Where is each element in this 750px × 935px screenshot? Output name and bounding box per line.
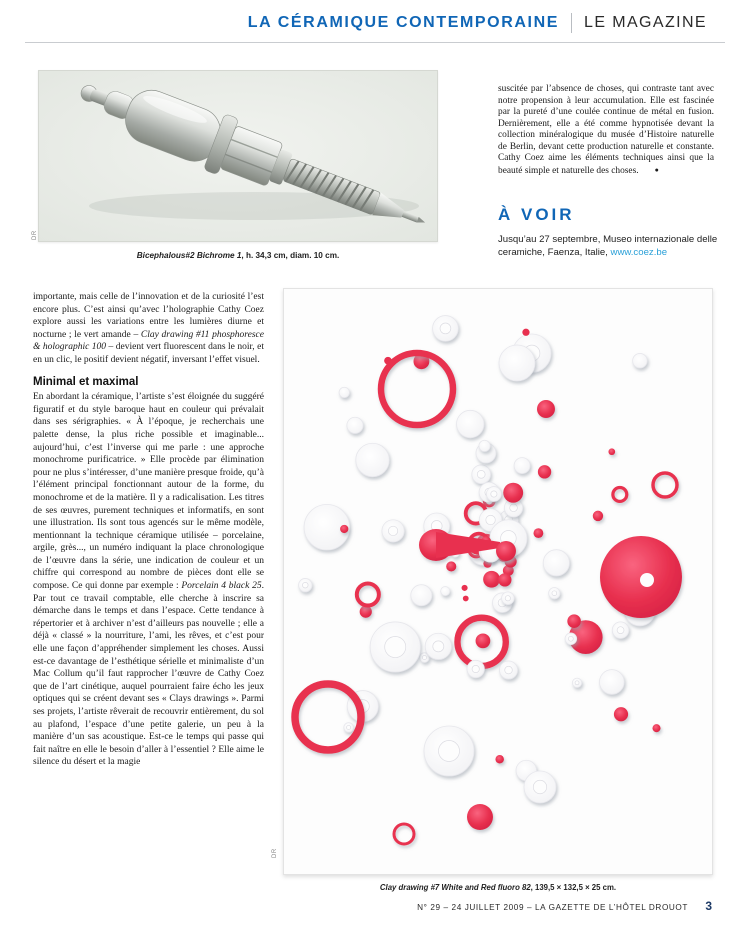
page-number: 3 bbox=[705, 899, 712, 913]
article-paragraph-1 bbox=[33, 291, 264, 367]
a-voir-box bbox=[498, 205, 728, 259]
p2-text: En abordant la céramique, l’artiste s’est éloignée du suggéré figuratif et du style baroque haut en couleur qui prévalait dans ses sérigraphies. « À l’époque, je recherchais une palette dense, la plus riche possible et imaginable... aujourd’hui, c’est l’inverse qui me parle : une approche monochrome purificatrice. » Elle procède par élimination pour ne plus s’intéresser, d’une manière presque froide, qu’à l’élément principal fonctionnant autour de la forme, du monochrome et de la matière. Il y a radicalisation. Les titres de ses œuvres, purement techniques et informatifs, en sont une illustration. Ils sont tous agencés sur le même modèle, mentionnant la technique céramique utilisée – porcelaine, argile, grès..., un numéro indiquant la place chronologique de l’œuvre dans la série, une indication de couleur et un chiffre qui correspond au nombre de pièces dont elle se compose. Ce qui donne par exemple : bbox=[33, 392, 264, 592]
coez-website-link[interactable]: www.coez.be bbox=[610, 247, 668, 258]
artwork-figure bbox=[283, 288, 713, 892]
sparkplug-image bbox=[39, 71, 438, 242]
sparkplug-caption bbox=[38, 251, 438, 260]
sparkplug-caption-title: Bicephalous#2 Bichrome 1 bbox=[136, 251, 242, 260]
intro-column bbox=[498, 84, 714, 177]
intro-paragraph: suscitée par l’absence de choses, qui contraste tant avec notre propension à leur accumulation. Elle est fascinée par la pureté d’une coulée continue de métal en fusion. Dernièrement, elle a été comme hypnotisée devant la collection minéralogique du musée d’Histoire naturelle de Berlin, devant cette production naturelle et constante. Cathy Coez aime les éléments techniques ainsi que la beauté simple et naturelle des choses. bbox=[498, 84, 714, 176]
article-paragraph-2 bbox=[33, 391, 264, 769]
p1-text: importante, mais celle de l’innovation et de la curiosité l’est encore plus. C’est ainsi qu’avec l’holographie Cathy Coez explore aussi les variations entre les lumières diurne et nocturne ; le vert amande – bbox=[33, 292, 264, 340]
end-bullet: ● bbox=[654, 165, 659, 174]
a-voir-text bbox=[498, 233, 728, 259]
header-rule bbox=[25, 42, 725, 43]
sparkplug-photo bbox=[38, 70, 438, 242]
footer-issue-line: N° 29 – 24 JUILLET 2009 – LA GAZETTE DE L’HÔTEL DROUOT bbox=[417, 903, 688, 912]
photo-credit-label: DR bbox=[32, 230, 38, 240]
a-voir-details: Jusqu’au 27 septembre, Museo internazionale delle ceramiche, Faenza, Italie, bbox=[498, 234, 718, 258]
header-divider bbox=[571, 13, 572, 33]
section-title: LA CÉRAMIQUE CONTEMPORAINE bbox=[247, 14, 560, 31]
article-column bbox=[33, 291, 264, 769]
p1-text-end: – devient vert fluorescent dans le noir, et en un clic, le positif devient négatif, inversant l’effet visuel. bbox=[33, 342, 264, 365]
page-header bbox=[0, 10, 707, 36]
p2-work-title: Porcelain 4 black 25 bbox=[181, 581, 262, 592]
magazine-label: LE MAGAZINE bbox=[584, 14, 707, 31]
artwork-caption bbox=[283, 883, 713, 892]
artwork-photo bbox=[283, 288, 713, 875]
sparkplug-figure bbox=[38, 70, 438, 260]
artwork-caption-details: , 139,5 × 132,5 × 25 cm. bbox=[530, 883, 617, 892]
artwork-image bbox=[284, 289, 713, 875]
article-subheading: Minimal et maximal bbox=[33, 375, 139, 388]
a-voir-heading: À VOIR bbox=[498, 205, 575, 224]
p2-text-end: . Par tout ce travail comptable, elle cherche à inscrire sa démarche dans le temps et dans l’espace. Cette tendance à répertorier et à archiver n’est d’ailleurs pas nouvelle ; elle a déjà « classé » la nourriture, l’ami, les rêves, et c’est pour elle une façon d’appréhender simplement les choses. Aussi est-ce davantage de l’esthétique sérielle et minimaliste d’un Mac Collum qu’il faut rapprocher l’œuvre de Cathy Coez que de l’art cinétique, auquel pourraient faire écho les jeux optiques qui se créent devant ses « Clays drawings ». Parmi ses projets, l’artiste rêverait de recouvrir entièrement, du sol au plafond, l’espace d’une petite galerie, un peu à la manière d’un sas acoustique. Est-ce le temps qui passe qui fait naître en elle le besoin d’aller à l’essentiel ? Elle aime le silence du désert et la magie bbox=[33, 581, 264, 768]
artwork-credit-label: DR bbox=[272, 848, 278, 858]
artwork-caption-title: Clay drawing #7 White and Red fluoro 82 bbox=[379, 883, 531, 892]
sparkplug-caption-details: , h. 34,3 cm, diam. 10 cm. bbox=[241, 251, 340, 260]
p1-work-title: Clay drawing #11 phosphoresce & holographic 100 bbox=[33, 329, 264, 353]
